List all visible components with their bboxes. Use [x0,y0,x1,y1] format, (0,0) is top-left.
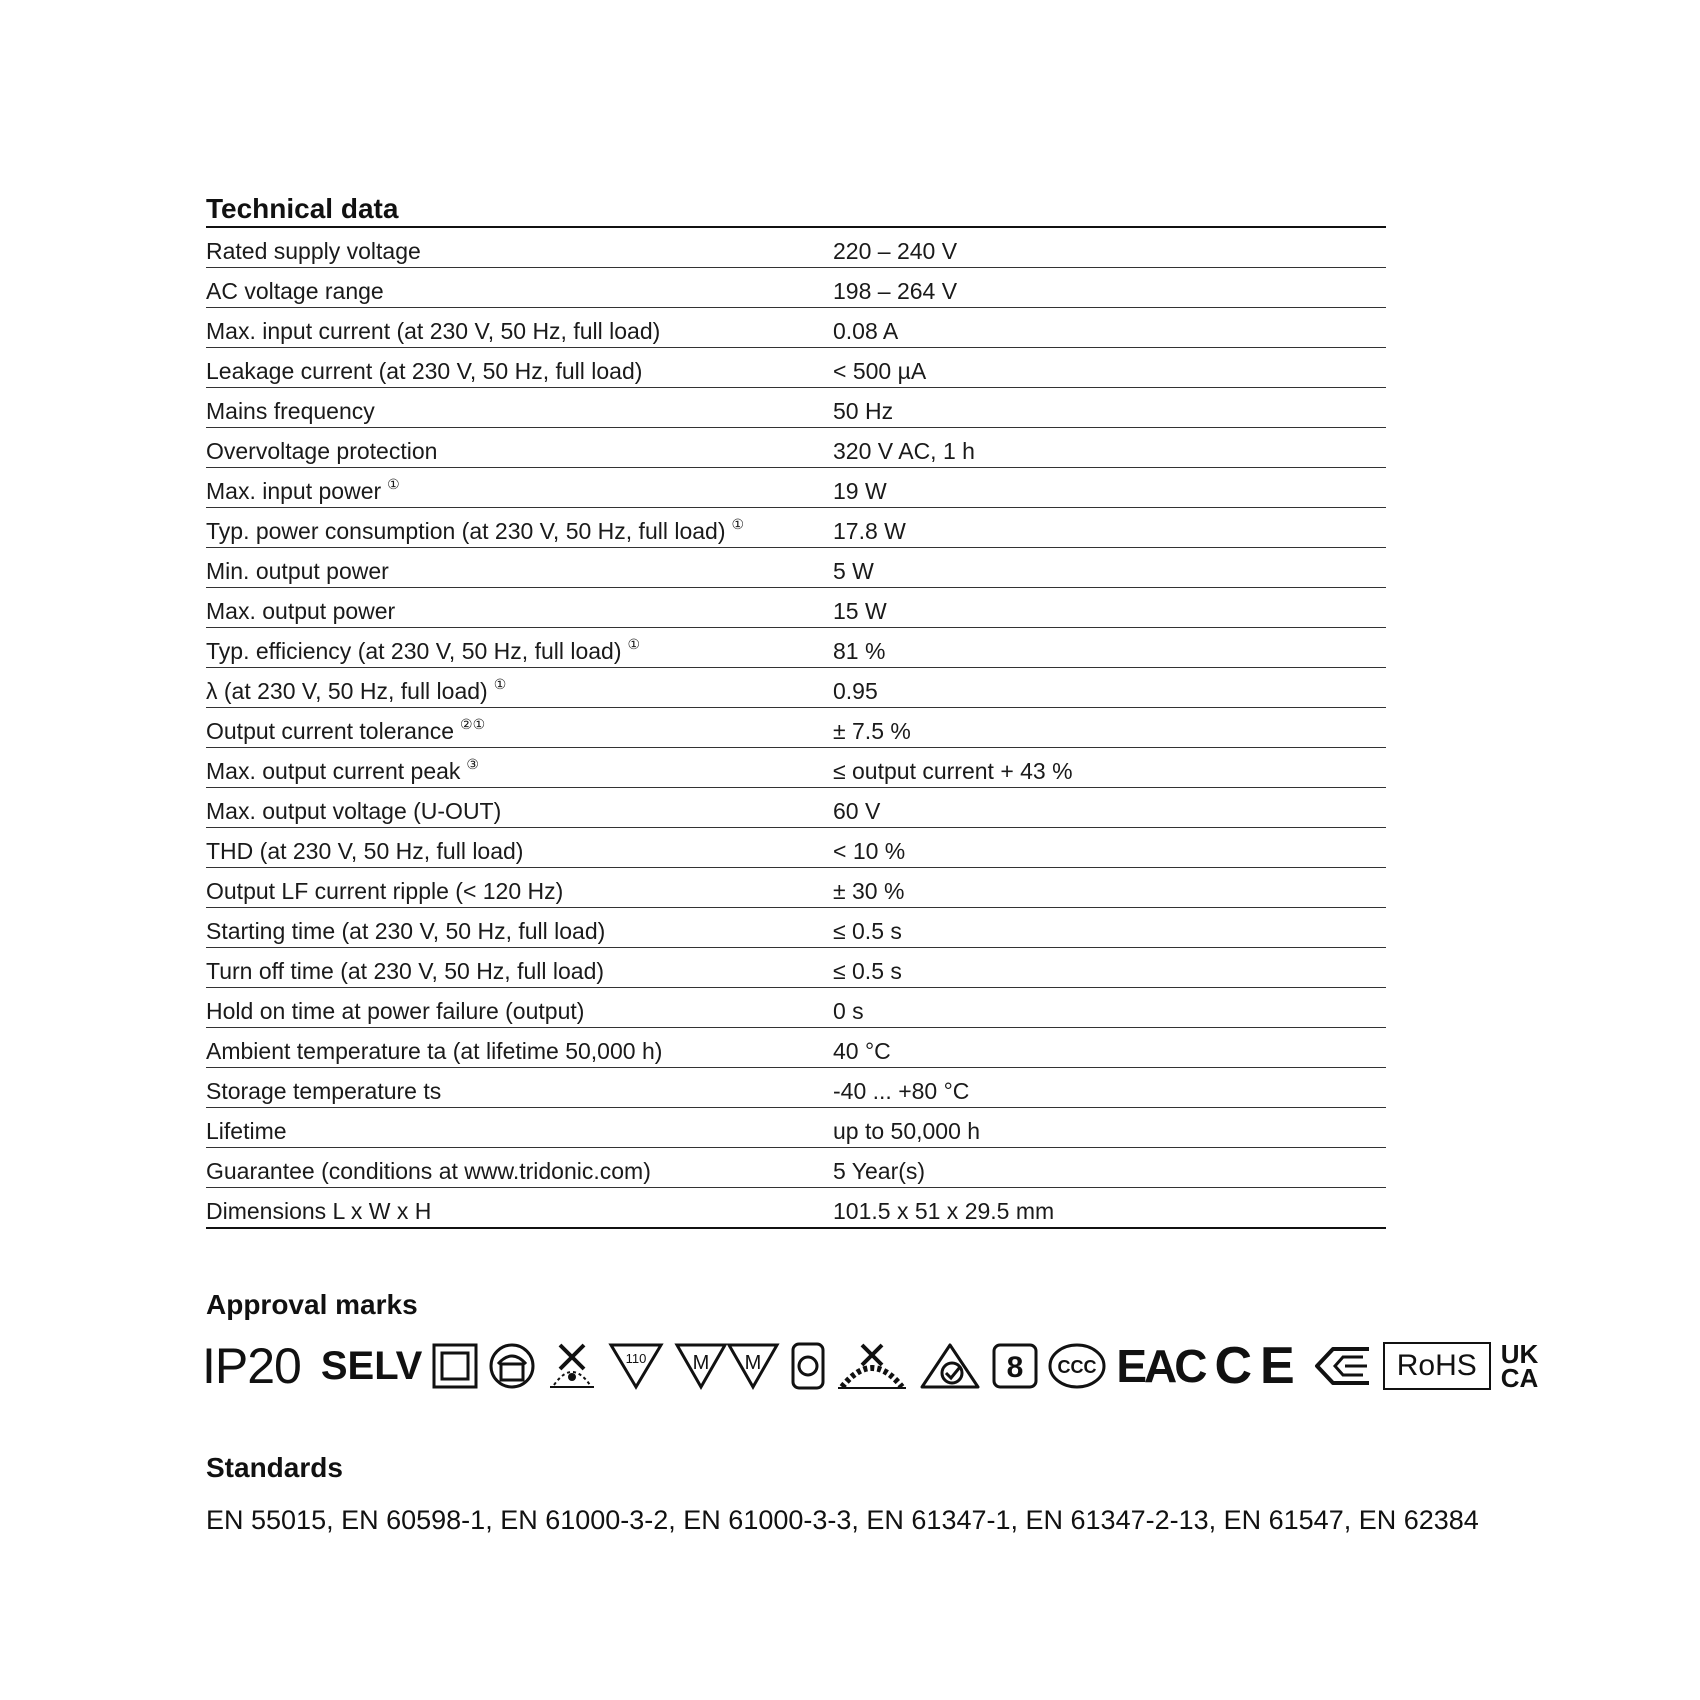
row-value: 19 W [833,478,887,504]
svg-text:M: M [745,1352,762,1374]
row-label-text: Starting time (at 230 V, 50 Hz, full load) [206,918,606,944]
row-label-text: Mains frequency [206,398,375,424]
table-row [206,828,1386,868]
row-label-text: Leakage current (at 230 V, 50 Hz, full load) [206,358,643,384]
row-label [206,958,604,985]
row-value: 50 Hz [833,398,894,424]
lamp-icon [790,1341,826,1391]
row-label-text: AC voltage range [206,278,384,304]
row-label [206,318,660,345]
row-label [206,1158,651,1185]
table-row [206,388,1386,428]
row-value: 60 V [833,798,881,824]
standards-list: EN 55015, EN 60598-1, EN 61000-3-2, EN 61000-3-3, EN 61347-1, EN 61347-2-13, EN 61547, EN 62384 [206,1505,1479,1535]
row-value: 320 V AC, 1 h [833,438,975,464]
row-value: 0.08 A [833,318,899,344]
table-row [206,428,1386,468]
table-row [206,1148,1386,1188]
table-row [206,508,1386,548]
row-value: ≤ output current + 43 % [833,758,1073,784]
svg-text:110: 110 [626,1351,647,1366]
ccc-icon [1048,1343,1106,1389]
approval-marks-row [202,1336,1538,1396]
table-row [206,588,1386,628]
table-row [206,468,1386,508]
row-value: -40 ... +80 °C [833,1078,970,1104]
row-label-text: Output current tolerance [206,718,455,744]
triangle-m-icon [674,1341,728,1391]
row-label-text: Dimensions L x W x H [206,1198,432,1224]
table-row [206,1068,1386,1108]
table-row [206,548,1386,588]
row-label-text: Overvoltage protection [206,438,438,464]
row-label-text: Turn off time (at 230 V, 50 Hz, full load) [206,958,605,984]
table-row [206,988,1386,1028]
selv-mark: SELV [320,1343,423,1388]
row-label [206,438,437,465]
table-row [206,788,1386,828]
svg-text:M: M [693,1352,710,1374]
row-value: ± 7.5 % [833,718,911,744]
row-label-text: Max. input current (at 230 V, 50 Hz, full load) [206,318,661,344]
row-label [206,998,584,1025]
row-label-text: Ambient temperature ta (at lifetime 50,000 h) [206,1038,663,1064]
row-label-text: Hold on time at power failure (output) [206,998,585,1024]
row-label [206,398,375,425]
technical-data-title: Technical data [206,193,399,224]
ce-mark: CE [1214,1337,1303,1395]
row-value: 5 W [833,558,874,584]
no-cover-icon [546,1341,598,1391]
row-label-text: Typ. power consumption (at 230 V, 50 Hz, full load) [206,518,726,544]
row-value: < 500 µA [833,358,927,384]
row-value: 101.5 x 51 x 29.5 mm [833,1198,1055,1224]
row-label-text: Min. output power [206,558,389,584]
footnote-marker: ③ [466,756,479,772]
rcm-icon [918,1341,982,1391]
row-value: 0 s [833,998,864,1024]
row-value: ≤ 0.5 s [833,958,902,984]
row-label [206,558,389,585]
row-label [206,476,400,505]
technical-data-table [206,226,1386,1229]
row-label [206,1198,431,1225]
footnote-marker: ① [493,676,507,692]
row-label [206,598,395,625]
table-row [206,1188,1386,1229]
row-value: 17.8 W [833,518,906,544]
row-value: 5 Year(s) [833,1158,926,1184]
table-row [206,948,1386,988]
no-insulation-cover-icon [836,1341,908,1391]
row-label-text: Lifetime [206,1118,287,1144]
row-label [206,756,479,785]
row-value: up to 50,000 h [833,1118,981,1144]
row-label-text: Output LF current ripple (< 120 Hz) [206,878,564,904]
ip20-mark: IP20 [202,1338,301,1394]
row-label [206,1078,441,1105]
row-label [206,1118,287,1145]
row-label [206,636,640,665]
row-label [206,676,506,705]
row-value: 15 W [833,598,887,624]
standards-title: Standards [206,1452,343,1483]
table-row [206,908,1386,948]
enec-icon [992,1343,1038,1389]
table-row [206,748,1386,788]
ukrsepro-icon [1313,1343,1373,1389]
row-value: 0.95 [833,678,878,704]
row-label-text: Storage temperature ts [206,1078,442,1104]
rohs-mark: RoHS [1383,1342,1491,1390]
table-row [206,308,1386,348]
ukca-mark [1500,1339,1539,1393]
row-value: 198 – 264 V [833,278,958,304]
class-ii-icon [432,1343,478,1389]
row-label [206,278,384,305]
eac-mark: EAC [1116,1340,1205,1392]
table-row [206,1028,1386,1068]
row-label-text: Max. output current peak [206,758,461,784]
row-value: 220 – 240 V [833,238,958,264]
row-value: < 10 % [833,838,906,864]
row-label [206,358,642,385]
row-label-text: THD (at 230 V, 50 Hz, full load) [206,838,524,864]
row-value: ≤ 0.5 s [833,918,902,944]
approval-marks-title: Approval marks [206,1289,418,1320]
row-label [206,1038,662,1065]
row-label [206,878,563,905]
row-label [206,238,421,265]
ukca-bottom-text: CA [1500,1363,1539,1393]
ukca-top-text: UK [1500,1339,1539,1369]
footnote-marker: ① [627,636,641,652]
table-row [206,268,1386,308]
table-row [206,1108,1386,1148]
row-value: 40 °C [833,1038,891,1064]
footnote-marker: ① [387,476,400,492]
svg-text:CCC: CCC [1057,1357,1097,1377]
footnote-marker: ① [731,516,745,532]
footnote-marker: ②① [460,716,486,732]
row-value: 81 % [833,638,886,664]
table-row [206,668,1386,708]
row-label [206,716,485,745]
row-label-text: Rated supply voltage [206,238,421,264]
table-row [206,228,1386,268]
row-label-text: Max. output power [206,598,396,624]
row-label [206,918,605,945]
row-value: ± 30 % [833,878,905,904]
svg-text:8: 8 [1007,1351,1024,1384]
row-label [206,516,744,545]
table-row [206,868,1386,908]
triangle-110-icon [608,1341,664,1391]
table-row [206,628,1386,668]
independent-gear-icon [488,1342,536,1390]
row-label [206,838,523,865]
table-row [206,708,1386,748]
row-label-text: Guarantee (conditions at www.tridonic.com) [206,1158,651,1184]
row-label-text: Typ. efficiency (at 230 V, 50 Hz, full load) [206,638,622,664]
row-label [206,798,501,825]
table-row [206,348,1386,388]
row-label-text: Max. input power [206,478,382,504]
row-label-text: λ (at 230 V, 50 Hz, full load) [206,678,488,704]
row-label-text: Max. output voltage (U-OUT) [206,798,502,824]
triangle-mm-icon [726,1341,780,1391]
